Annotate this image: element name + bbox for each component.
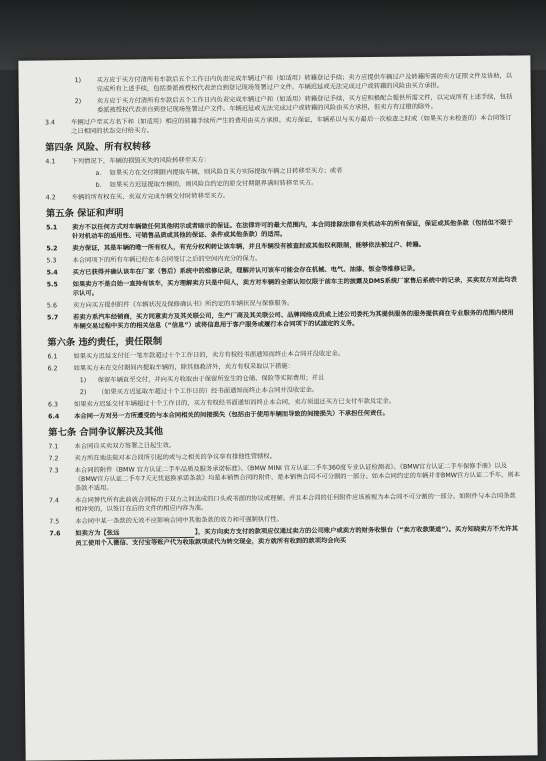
- section-4-heading: 第四条 风险、所有权转移: [45, 141, 151, 154]
- clause-3-3-2: 2) 卖方应于买方付清所有车款后五个工作日内负责完成车辆过户和（如适用）转籍登记手续，买方应积极配合提供所需文件，以完成所有上述手续，包括委派被授权代表亲自到登记现场签署过户文件。车辆迟延或无法完成过户或转籍的风险由买方承担，但卖方有过错的除外。: [74, 93, 513, 114]
- clause-6-4: 6.4 本合同一方对另一方所遭受的与本合同相关的间接损失（包括由于使用车辆而导致的间接损失）不承担任何责任。: [48, 409, 389, 421]
- clause-5-4: 5.4 买方已获得并确认该车在厂家（售后）系统中的维修记录，理解并认可该车可能会存在机械、电气、油漆、钣金等维修记录。: [46, 265, 419, 277]
- clause-6-2-1: 1) 保留车辆直至交付，并向买方收取由于保留所发生的仓储、保险等实际费用；并且: [79, 374, 325, 385]
- clause-5-7: 5.7 若卖方系汽车经销商，买方同意卖方及其关联公司，生产厂商及其关联公司、品牌网络成员或上述公司委托为其提供服务的服务提供商在专业服务的范围内使用车辆交易过程中买方的相关信息（“信息”）或将信息用于客户服务或履行本合同项下的试滤定的义务。: [47, 309, 514, 331]
- clause-3-4: 3.4 车辆过户至买方名下和（如适用）相应的转籍手续所产生的费用由买方承担。卖方保证，车辆系以与买方最后一次检查之时或（如果买方未检查的）本合同签订之日相同的状态交付给买方。: [44, 114, 512, 136]
- clause-7-2: 7.2 卖方所在地法院对本合同所引起的或与之相关的争议享有排他性管辖权。: [48, 453, 277, 463]
- clause-5-2: 5.2 卖方保证，其是车辆的唯一所有权人，有充分权利转让该车辆，并且车辆没有被查封或其他权利限制，能够依法被过户、转籍。: [46, 241, 425, 253]
- clause-7-6: 7.6 如卖方为【张远 】，买方向卖方支付的款项应仅通过卖方的公司账户或卖方的财务收银台（“卖方收款渠道”）。买方知晓卖方不允许其员工使用个人微信、支付宝等账户代为收取款项或代为转交现金，卖方就所有收到的款项均会向买: [49, 525, 518, 548]
- clause-3-3-1: 1) 买方应于买方付清所有车款后五个工作日内负责完成车辆过户和（如适用）转籍登记手续；卖方应提供车辆过户及转籍所需的卖方证照文件及协助，以完成所有上述手续，包括委派被授权代表亲自到登记现场签署过户文件。车辆迟延或无法完成过户或转籍的风险由买方承担。: [74, 72, 513, 93]
- clause-7-4: 7.4 本合同替代所有此前就合同标的于双方之间达成的口头或书面的协议或理解。并且本合同的任何附件应该被视为本合同不可分割的一部分。如附件与本合同条款相冲突的，以签订在后的文件的相应内容为准。: [48, 492, 516, 514]
- clause-5-1: 5.1 卖方不以任何方式对车辆做任何其他明示或者暗示的保证。在法律许可的最大范围内，本合同排除法律有关机动车的所有保证，保证或其他条款（包括但不限于针对机动车的适用性、可销售品质或其他的保证、条件或其他条款）的适用。: [46, 219, 513, 241]
- clause-4-1: 4.1 下列情况下，车辆的损毁灭失的风险转移至买方：: [45, 156, 210, 166]
- clause-5-3: 5.3 本合同项下的所有车辆已经在本合同签订之后的空间内充分的保力。: [46, 255, 262, 265]
- clause-7-3: 7.3 本合同的附件《BMW 官方认证二手车品质及服务承诺标准》、《BMW MINI 官方认证二手车360度专业认证检测表》、《BMW官方认证二手车保修手册》以及《BMW官方认证二手车7天无忧退换承诺条款》均是本销售合同的附件，是本销售合同不可分割的一部分。如本合同约定的车辆并非BMW官方认证二手车，则本条款不适用。: [48, 462, 521, 493]
- section-7-heading: 第七条 合同争议解决及其他: [48, 426, 164, 439]
- clause-6-1: 6.1 如果买方迟延支付任一笔车款超过十个工作日的，卖方有权经书面通知而终止本合同并没收定金。: [47, 350, 345, 361]
- clause-7-6-prefix: 如卖方为【: [75, 529, 107, 538]
- clause-5-5: 5.5 如果卖方不是自始一直持有该车，买方理解卖方只是中间人，卖方对车辆的全部认知仅限于前车主的披露及DMS系统厂家售后系统中的记录，买卖双方对此均表示认可。: [46, 276, 517, 298]
- seller-name-field: 张远: [107, 528, 195, 539]
- clause-4-1-b: b. 如果买方迟延提取车辆的，则风险自约定的原交付期限界满时转移至买方。: [95, 179, 318, 189]
- clause-4-1-a: a. 如果买方在交付期限内提取车辆，则风险自买方实际提取车辆之日转移至买方；或者: [95, 167, 343, 177]
- clause-7-5: 7.5 本合同中某一条款的无效不应影响合同中其他条款的效力和可强制执行性。: [49, 515, 284, 526]
- clause-7-6-body: 】，买方向卖方支付的款项应仅通过卖方的公司账户或卖方的财务收银台（“卖方收款渠道”）。买方知晓卖方不允许其员工使用个人微信、支付宝等账户代为收取款项或代为转交现金，卖方就所有收到的款项均会向买: [75, 525, 518, 548]
- clause-6-2: 6.2 如果买方未在交付期间内提取车辆的，除其他救济外，卖方有权采取以下措施：: [47, 362, 294, 373]
- clause-6-3: 6.3 如果卖方迟延交付车辆超过十个工作日的，买方有权经书面通知而终止本合同，卖方须退还买方已支付车款及定金。: [47, 397, 396, 409]
- contract-content: [45, 71, 522, 551]
- section-6-heading: 第六条 违约责任，责任限制: [47, 336, 163, 349]
- clause-5-6: 5.6 卖方向买方提供附件《车辆状况及保修确认书》所约定的车辆状况与保修服务。: [46, 299, 294, 310]
- clause-4-2: 4.2 车辆的所有权在买、卖双方完成车辆交付时转移至买方。: [45, 192, 230, 202]
- clause-7-1: 7.1 本合同自买卖双方签署之日起生效。: [48, 442, 176, 451]
- section-5-heading: 第五条 保证和声明: [45, 207, 124, 220]
- clause-6-2-2: 2) （如果买方迟延取车超过十个工作日的）经书面通知而终止本合同并没收定金。: [79, 386, 319, 397]
- contract-page: [18, 55, 537, 760]
